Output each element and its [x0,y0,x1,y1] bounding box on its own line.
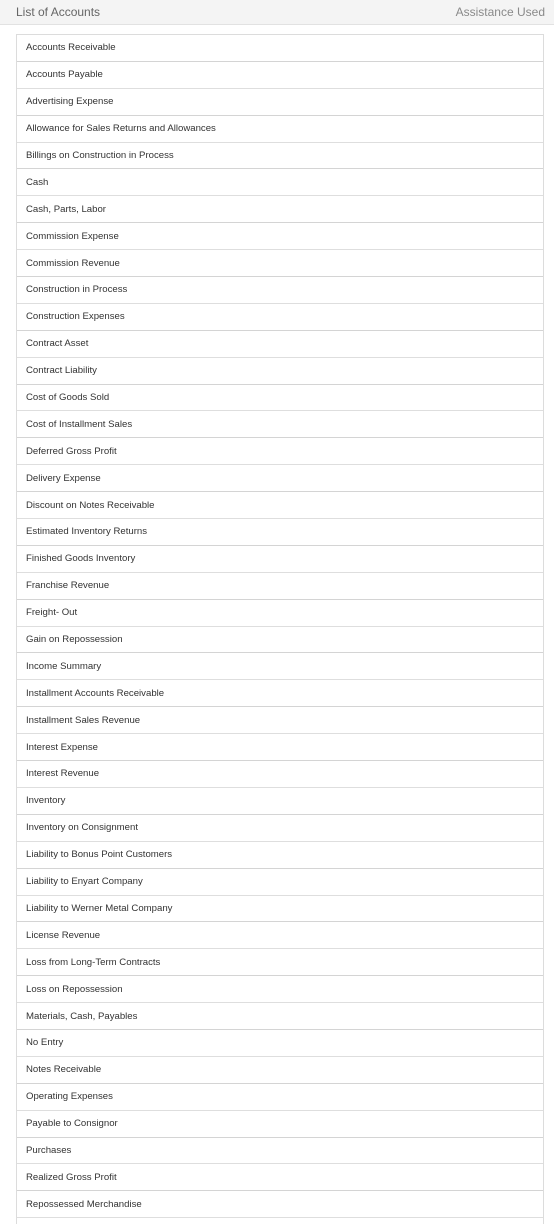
account-list-item[interactable]: Installment Accounts Receivable [17,680,543,707]
account-list-item[interactable]: Liability to Werner Metal Company [17,896,543,923]
account-list-item[interactable]: Gain on Repossession [17,627,543,654]
account-list-item[interactable]: Liability to Bonus Point Customers [17,842,543,869]
account-list-item[interactable]: Franchise Revenue [17,573,543,600]
account-list-item[interactable]: Interest Expense [17,734,543,761]
account-list-item[interactable]: Payable to Consignor [17,1111,543,1138]
account-list-item[interactable]: Notes Receivable [17,1057,543,1084]
account-list-item[interactable]: Commission Revenue [17,250,543,277]
account-list-item[interactable]: Cash, Parts, Labor [17,196,543,223]
account-list-item[interactable]: Purchases [17,1138,543,1165]
account-list-item[interactable]: Accounts Receivable [17,35,543,62]
account-list-item[interactable]: Deferred Gross Profit [17,438,543,465]
account-list-item[interactable]: Loss from Long-Term Contracts [17,949,543,976]
account-list-item[interactable]: No Entry [17,1030,543,1057]
account-list-item[interactable]: Construction in Process [17,277,543,304]
account-list-item[interactable]: Income Summary [17,653,543,680]
account-list-item[interactable]: Operating Expenses [17,1084,543,1111]
account-list-item[interactable]: Accounts Payable [17,62,543,89]
account-list-item[interactable]: Cash [17,169,543,196]
accounts-list [17,35,543,1218]
account-list-item[interactable]: Freight- Out [17,600,543,627]
account-list-item[interactable]: Discount on Notes Receivable [17,492,543,519]
account-list-item[interactable]: Liability to Enyart Company [17,869,543,896]
account-list-item[interactable]: Inventory [17,788,543,815]
list-header [0,0,554,25]
account-list-item[interactable]: Materials, Cash, Payables [17,1003,543,1030]
account-list-item[interactable]: Contract Liability [17,358,543,385]
account-list-item[interactable]: Realized Gross Profit [17,1164,543,1191]
account-list-item[interactable]: Delivery Expense [17,465,543,492]
account-list-item[interactable]: Contract Asset [17,331,543,358]
accounts-list-panel [16,34,544,1224]
assistance-status: Assistance Used [455,5,545,19]
account-list-item[interactable]: Installment Sales Revenue [17,707,543,734]
account-list-item[interactable]: Interest Revenue [17,761,543,788]
account-list-item[interactable]: Cost of Goods Sold [17,385,543,412]
account-list-item[interactable]: Inventory on Consignment [17,815,543,842]
account-list-item[interactable]: Finished Goods Inventory [17,546,543,573]
account-list-item[interactable]: Construction Expenses [17,304,543,331]
account-list-item[interactable]: Cost of Installment Sales [17,411,543,438]
account-list-item[interactable]: Loss on Repossession [17,976,543,1003]
account-list-item[interactable]: Billings on Construction in Process [17,143,543,170]
list-title: List of Accounts [16,5,101,19]
account-list-item[interactable]: Repossessed Merchandise [17,1191,543,1218]
account-list-item[interactable]: Allowance for Sales Returns and Allowances [17,116,543,143]
account-list-item[interactable]: License Revenue [17,922,543,949]
account-list-item[interactable]: Estimated Inventory Returns [17,519,543,546]
account-list-item[interactable]: Commission Expense [17,223,543,250]
account-list-item[interactable]: Advertising Expense [17,89,543,116]
